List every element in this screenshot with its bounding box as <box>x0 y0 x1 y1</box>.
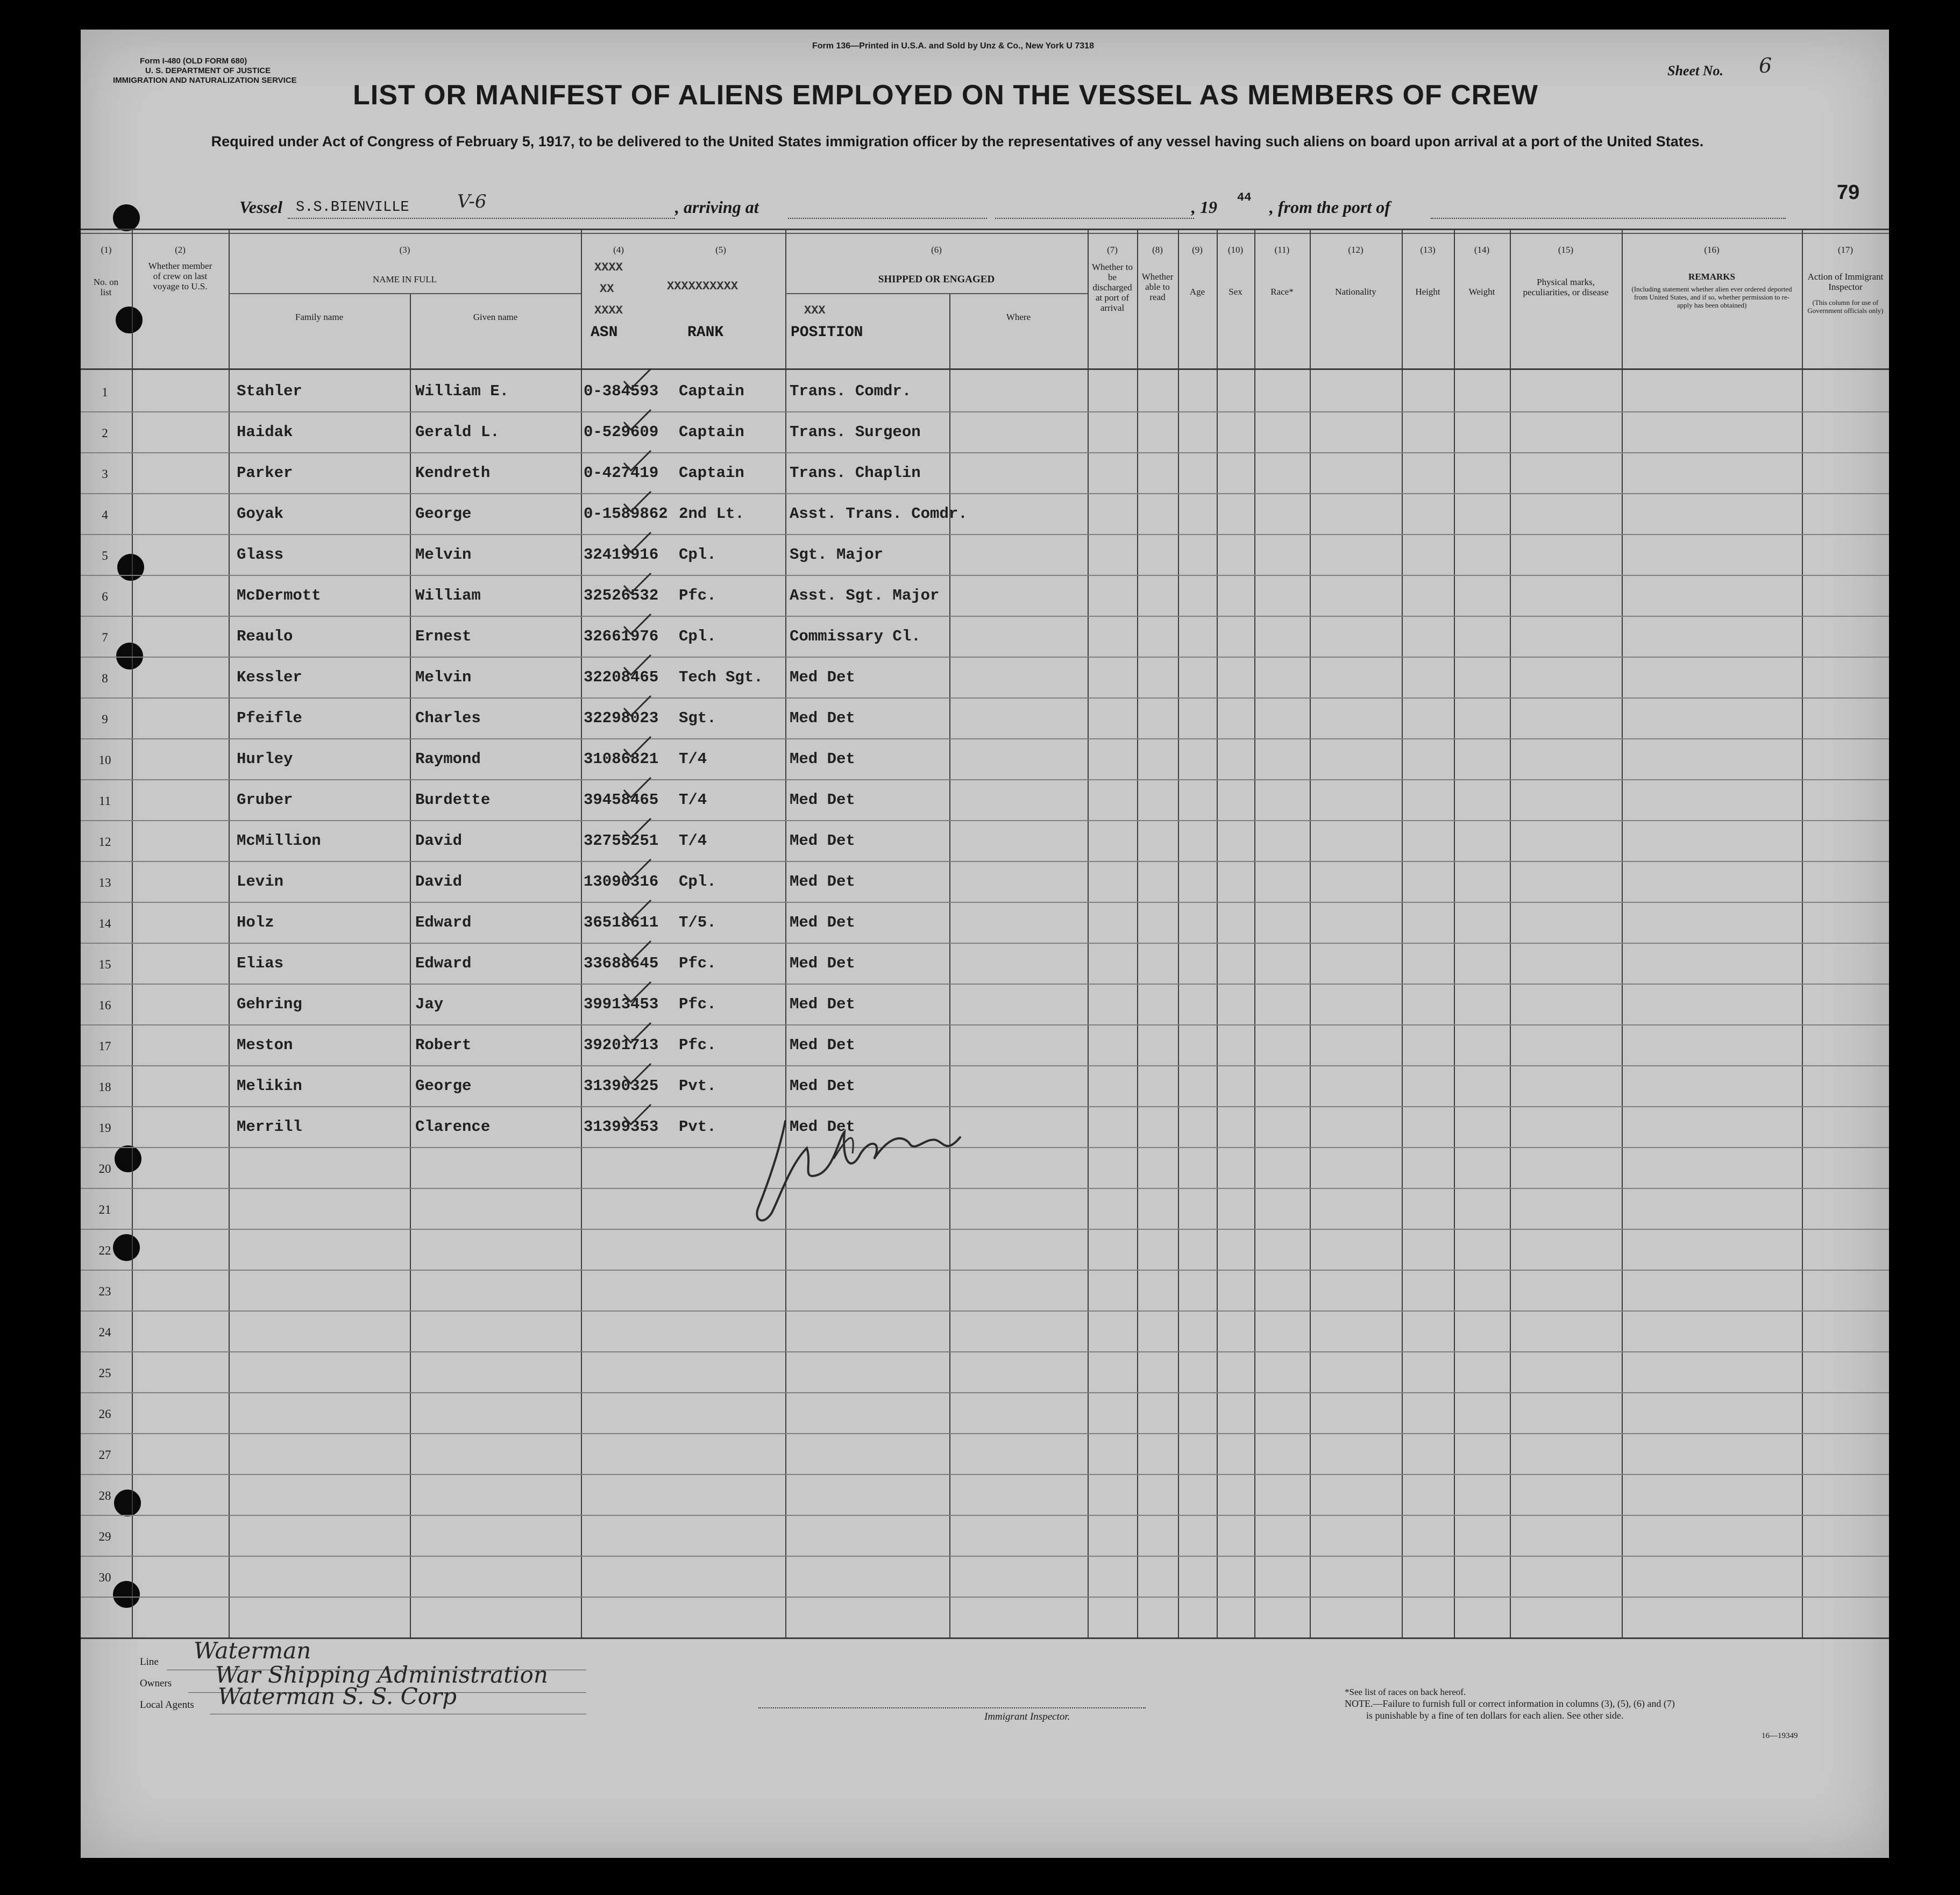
asn-number: 0-427419 <box>584 464 659 482</box>
row-number: 26 <box>98 1407 111 1421</box>
col15-num: (15) <box>1558 245 1574 255</box>
check-mark-icon <box>621 448 654 475</box>
col13-label: Height <box>1415 287 1440 297</box>
check-mark-icon <box>621 530 654 557</box>
note-races: *See list of races on back hereof. <box>1345 1687 1466 1697</box>
rank: T/5. <box>679 914 716 931</box>
position: Trans. Chaplin <box>790 464 921 482</box>
col6-num: (6) <box>931 245 942 255</box>
sheet-number: 6 <box>1759 54 1772 77</box>
col7-label: Whether to be discharged at port of arrival <box>1092 262 1133 313</box>
check-mark-icon <box>621 1061 654 1088</box>
footer-agents-label: Local Agents <box>140 1699 194 1711</box>
check-mark-icon <box>621 652 654 679</box>
row-number: 5 <box>102 549 108 562</box>
given-name: Ernest <box>415 628 472 645</box>
given-name: Charles <box>415 709 481 727</box>
col7-num: (7) <box>1107 245 1118 255</box>
check-mark-icon <box>621 897 654 924</box>
rank: 2nd Lt. <box>679 505 744 523</box>
check-mark-icon <box>621 1102 654 1129</box>
family-name: Kessler <box>237 668 302 686</box>
col9-num: (9) <box>1192 245 1203 255</box>
family-name: Haidak <box>237 423 293 441</box>
manifest-title: LIST OR MANIFEST OF ALIENS EMPLOYED ON THE VESSEL AS MEMBERS OF CREW <box>353 80 1538 111</box>
check-mark-icon <box>621 734 654 761</box>
check-mark-icon <box>621 816 654 843</box>
asn-number: 13090316 <box>584 873 659 890</box>
check-mark-icon <box>621 775 654 802</box>
position: Med Det <box>790 750 855 768</box>
footer-line-label: Line <box>140 1656 159 1668</box>
check-mark-icon <box>621 489 654 516</box>
check-mark-icon <box>621 693 654 720</box>
binder-hole <box>113 204 140 231</box>
given-name: Raymond <box>415 750 481 768</box>
check-mark-icon <box>621 979 654 1006</box>
rank: Pfc. <box>679 995 716 1013</box>
given-name: Edward <box>415 954 472 972</box>
col8-label: Whether able to read <box>1141 272 1174 302</box>
position: Commissary Cl. <box>790 628 921 645</box>
footer-agents-value: Waterman S. S. Corp <box>218 1683 457 1709</box>
row-number: 24 <box>98 1326 111 1339</box>
inspector-label: Immigrant Inspector. <box>984 1711 1070 1722</box>
family-name: Melikin <box>237 1077 302 1095</box>
family-name: Gruber <box>237 791 293 809</box>
family-name: Pfeifle <box>237 709 302 727</box>
rank: Cpl. <box>679 546 716 564</box>
rank: Cpl. <box>679 873 716 890</box>
service-name: IMMIGRATION AND NATURALIZATION SERVICE <box>113 76 297 85</box>
footer-owners-value: War Shipping Administration <box>215 1662 548 1688</box>
given-name: Kendreth <box>415 464 491 482</box>
check-mark-icon <box>621 407 654 434</box>
rank: Captain <box>679 464 744 482</box>
col8-num: (8) <box>1152 245 1163 255</box>
row-number: 7 <box>102 631 108 644</box>
col3-num: (3) <box>399 245 410 255</box>
given-name: Burdette <box>415 791 491 809</box>
given-name: Melvin <box>415 546 472 564</box>
row-number: 15 <box>98 958 111 971</box>
row-number: 6 <box>102 590 108 603</box>
row-number: 30 <box>98 1571 111 1584</box>
col1-num: (1) <box>101 245 112 255</box>
sheet-label: Sheet No. <box>1667 63 1723 79</box>
printer-note: Form 136—Printed in U.S.A. and Sold by Unz & Co., New York U 7318 <box>812 41 1094 51</box>
row-number: 22 <box>98 1244 111 1257</box>
rank: Cpl. <box>679 628 716 645</box>
col6-label: SHIPPED OR ENGAGED <box>878 274 995 285</box>
position: Med Det <box>790 832 855 850</box>
row-number: 11 <box>98 794 111 808</box>
col4-label: ASN <box>591 324 618 341</box>
check-mark-icon <box>621 571 654 597</box>
col17-sub: (This column for use of Government officials only) <box>1807 298 1884 315</box>
year-label: , 19 <box>1191 197 1217 217</box>
binder-hole <box>116 643 143 669</box>
binder-hole <box>116 307 143 333</box>
print-code: 16—19349 <box>1762 1732 1798 1740</box>
family-name: Meston <box>237 1036 293 1054</box>
handwritten-signature <box>748 1100 984 1239</box>
col6-position-label: POSITION <box>791 324 863 341</box>
rank: Tech Sgt. <box>679 668 763 686</box>
rank: Pfc. <box>679 587 716 604</box>
position: Med Det <box>790 1077 855 1095</box>
family-name: Glass <box>237 546 284 564</box>
year-value: 44 <box>1237 191 1252 204</box>
family-name: Merrill <box>237 1118 302 1136</box>
col16-label: REMARKS <box>1688 272 1735 282</box>
binder-hole <box>117 554 144 581</box>
row-number: 2 <box>102 426 108 440</box>
rank: Pvt. <box>679 1118 716 1136</box>
given-name: Clarence <box>415 1118 491 1136</box>
position: Med Det <box>790 873 855 890</box>
check-mark-icon <box>621 1020 654 1047</box>
family-name: Parker <box>237 464 293 482</box>
position: Med Det <box>790 709 855 727</box>
asn-number: 0-529609 <box>584 423 659 441</box>
family-name: Gehring <box>237 995 302 1013</box>
row-number: 12 <box>98 835 111 849</box>
given-name: Jay <box>415 995 444 1013</box>
col17-label: Action of Immigrant Inspector <box>1807 272 1884 292</box>
position: Med Det <box>790 1118 855 1136</box>
voyage-number: V-6 <box>457 191 487 212</box>
asn-number: 32419916 <box>584 546 659 564</box>
position: Med Det <box>790 668 855 686</box>
col14-num: (14) <box>1474 245 1490 255</box>
page-stamp: 79 <box>1837 181 1860 204</box>
family-name: Elias <box>237 954 284 972</box>
asn-number: 39201713 <box>584 1036 659 1054</box>
position: Trans. Comdr. <box>790 382 912 400</box>
row-number: 14 <box>98 917 111 930</box>
rank: Captain <box>679 423 744 441</box>
position: Trans. Surgeon <box>790 423 921 441</box>
footer-owners-label: Owners <box>140 1678 172 1689</box>
col11-num: (11) <box>1274 245 1290 255</box>
from-port-label: , from the port of <box>1269 197 1390 217</box>
row-number: 25 <box>98 1366 111 1380</box>
position: Med Det <box>790 914 855 931</box>
department-name: U. S. DEPARTMENT OF JUSTICE <box>145 66 271 75</box>
given-name: William <box>415 587 481 604</box>
row-number: 21 <box>98 1203 111 1216</box>
row-number: 29 <box>98 1530 111 1543</box>
row-number: 8 <box>102 672 108 685</box>
row-number: 16 <box>98 999 111 1012</box>
col5-label: RANK <box>687 324 724 341</box>
col5-num: (5) <box>715 245 726 255</box>
row-number: 4 <box>102 508 108 522</box>
asn-number: 32208465 <box>584 668 659 686</box>
given-name: Melvin <box>415 668 472 686</box>
col10-num: (10) <box>1227 245 1244 255</box>
row-number: 10 <box>98 753 111 767</box>
row-number: 9 <box>102 713 108 726</box>
col12-num: (12) <box>1348 245 1364 255</box>
footer-line-value: Waterman <box>194 1637 311 1664</box>
family-name: Goyak <box>237 505 284 523</box>
check-mark-icon <box>621 611 654 638</box>
vessel-name: S.S.BIENVILLE <box>296 200 409 216</box>
row-number: 20 <box>98 1162 111 1176</box>
row-number: 23 <box>98 1285 111 1298</box>
given-name: William E. <box>415 382 509 400</box>
col14-label: Weight <box>1468 287 1495 297</box>
given-name: David <box>415 873 463 890</box>
col3-given-label: Given name <box>473 312 518 322</box>
rank: Pvt. <box>679 1077 716 1095</box>
col12-label: Nationality <box>1335 287 1376 297</box>
asn-number: 31390325 <box>584 1077 659 1095</box>
asn-number: 32298023 <box>584 709 659 727</box>
rank: Pfc. <box>679 954 716 972</box>
family-name: Levin <box>237 873 284 890</box>
asn-number: 36518611 <box>584 914 659 931</box>
asn-number: 33688645 <box>584 954 659 972</box>
given-name: George <box>415 505 472 523</box>
given-name: David <box>415 832 463 850</box>
col3-family-label: Family name <box>295 312 344 322</box>
check-mark-icon <box>621 857 654 884</box>
col4-num: (4) <box>613 245 624 255</box>
note-penalty-1: NOTE.—Failure to furnish full or correct information in columns (3), (5), (6) and (7) <box>1345 1698 1675 1709</box>
position: Asst. Trans. Comdr. <box>790 505 968 523</box>
col15-label: Physical marks, peculiarities, or disease <box>1523 277 1609 297</box>
given-name: George <box>415 1077 472 1095</box>
col9-label: Age <box>1189 287 1205 297</box>
col6-where-label: Where <box>1006 312 1031 322</box>
asn-number: 39913453 <box>584 995 659 1013</box>
col17-num: (17) <box>1837 245 1854 255</box>
given-name: Edward <box>415 914 472 931</box>
position: Med Det <box>790 791 855 809</box>
check-mark-icon <box>621 938 654 965</box>
manifest-subtitle: Required under Act of Congress of February 5, 1917, to be delivered to the United States immigration officer by the representatives of any vessel having such aliens on board upon arrival at a port of the United States. <box>211 133 1704 149</box>
family-name: Reaulo <box>237 628 293 645</box>
given-name: Robert <box>415 1036 472 1054</box>
arriving-label: , arriving at <box>675 197 759 217</box>
col11-label: Race* <box>1270 287 1294 297</box>
col2-label: Whether member of crew on last voyage to U.S. <box>148 261 212 291</box>
asn-number: 0-1589862 <box>584 505 668 523</box>
rank: Captain <box>679 382 744 400</box>
rank: Sgt. <box>679 709 716 727</box>
row-number: 17 <box>98 1039 111 1053</box>
col16-sub: (Including statement whether alien ever ordered deported from United States, and if so, whether permission to re-apply has been obtained) <box>1631 285 1792 309</box>
asn-number: 32526532 <box>584 587 659 604</box>
row-number: 27 <box>98 1448 111 1462</box>
note-penalty-2: is punishable by a fine of ten dollars for each alien. See other side. <box>1366 1710 1624 1721</box>
family-name: McMillion <box>237 832 321 850</box>
col13-num: (13) <box>1420 245 1436 255</box>
form-number: Form I-480 (OLD FORM 680) <box>140 56 247 66</box>
asn-number: 0-384593 <box>584 382 659 400</box>
row-number: 28 <box>98 1489 111 1502</box>
check-mark-icon <box>621 366 654 393</box>
col16-num: (16) <box>1704 245 1720 255</box>
rank: T/4 <box>679 791 707 809</box>
col10-label: Sex <box>1228 287 1242 297</box>
family-name: McDermott <box>237 587 321 604</box>
manifest-sheet: Form I-480 (OLD FORM 680) U. S. DEPARTMENT OF JUSTICE IMMIGRATION AND NATURALIZATION SERVICE Form 136—Printed in U.S.A. and Sold by Unz & Co., New York U 7318 Sheet No. 6 LIST OR MANIFEST OF ALIENS EMPLOYED ON THE VESSEL AS MEMBERS OF CREW Required under Act of Congress of February 5, 1917, to be delivered to the United States immigration officer by the representatives of any vessel having such aliens on board upon arrival at a port of the United States. Vessel S.S.BIENVILLE V-6 , arriving at , 19 44 , from the port of 79 (1) No. on list (2) Whether member of crew on last voyage to U.S. (3) NAME IN FULL Family name Given name (4) XXXX XX XXXX ASN (5) XXXXXXXXXX RANK (6) SHIPPED OR ENGAGED XXX POSITION Where (7) Whether to be discharged at port of arrival (8) Whether able to read (9) Age (10) Sex (11) Race* (12) Nationality (13) Height (14) Weight (15) Physical marks, peculiarities, or disease (16) REMARKS (Including statement whether alien ever ordered deported from United States, and if so, whether permission to re-apply has been obtained) (17) Action of Immigrant Inspector (This column for use of Government officials only) 1 Stahler William E. 0-384593 Captain Trans. Comdr. 2 Haidak Gerald L. 0-529609 Captain Trans. Surgeon 3 Parker Kendreth 0-427419 Captain Trans. Chaplin 4 Goyak George 0-1589862 2nd Lt. Asst. Trans. Comdr. 5 Glass Melvin 32419916 Cpl. Sgt. Major 6 McDermott William 32526532 Pfc. Asst. Sgt. Major 7 Reaulo Ernest 32661976 Cpl. Commissary Cl. 8 Kessler Melvin 32208465 Tech Sgt. Med Det 9 Pfeifle Charles 32298023 Sgt. Med Det 10 Hurley Raymond 31086821 T/4 Med Det 11 Gruber Burdette 39458465 T/4 Med Det 12 McMillion David 32755251 T/4 Med Det 13 Levin David 13090316 Cpl. Med Det 14 Holz Edward 36518611 T/5. Med Det 15 Elias Edward 33688645 Pfc. Med Det 16 Gehring Jay 39913453 Pfc. Med Det 17 Meston Robert 39201713 Pfc. Med Det 18 Melikin George 31390325 Pvt. Med Det 19 Merrill Clarence 31399353 Pvt. Med Det 20 21 22 23 24 25 26 27 28 29 30 Line Waterman Owners War Shipping Administration Local Agents Waterman S. S. Corp Immigrant Inspector. *See list of races on back hereof. NOTE.—Failure to furnish full or correct information in columns (3), (5), (6) and (7) is punishable by a fine of ten dollars for each alien. See other side. 16—19349 <box>81 30 1889 1858</box>
row-number: 18 <box>98 1080 111 1094</box>
asn-number: 31399353 <box>584 1118 659 1136</box>
asn-number: 31086821 <box>584 750 659 768</box>
family-name: Holz <box>237 914 274 931</box>
binder-hole <box>113 1581 140 1608</box>
asn-number: 39458465 <box>584 791 659 809</box>
asn-number: 32661976 <box>584 628 659 645</box>
given-name: Gerald L. <box>415 423 500 441</box>
family-name: Hurley <box>237 750 293 768</box>
col1-label: No. on list <box>93 277 119 297</box>
asn-number: 32755251 <box>584 832 659 850</box>
position: Med Det <box>790 1036 855 1054</box>
vessel-label: Vessel <box>239 197 282 217</box>
position: Asst. Sgt. Major <box>790 587 940 604</box>
row-number: 13 <box>98 876 111 889</box>
col2-num: (2) <box>175 245 186 255</box>
col3-label: NAME IN FULL <box>373 274 437 284</box>
position: Med Det <box>790 954 855 972</box>
rank: T/4 <box>679 750 707 768</box>
row-number: 1 <box>102 386 108 399</box>
rank: T/4 <box>679 832 707 850</box>
position: Sgt. Major <box>790 546 884 564</box>
position: Med Det <box>790 995 855 1013</box>
row-number: 3 <box>102 467 108 481</box>
row-number: 19 <box>98 1121 111 1135</box>
family-name: Stahler <box>237 382 302 400</box>
rank: Pfc. <box>679 1036 716 1054</box>
